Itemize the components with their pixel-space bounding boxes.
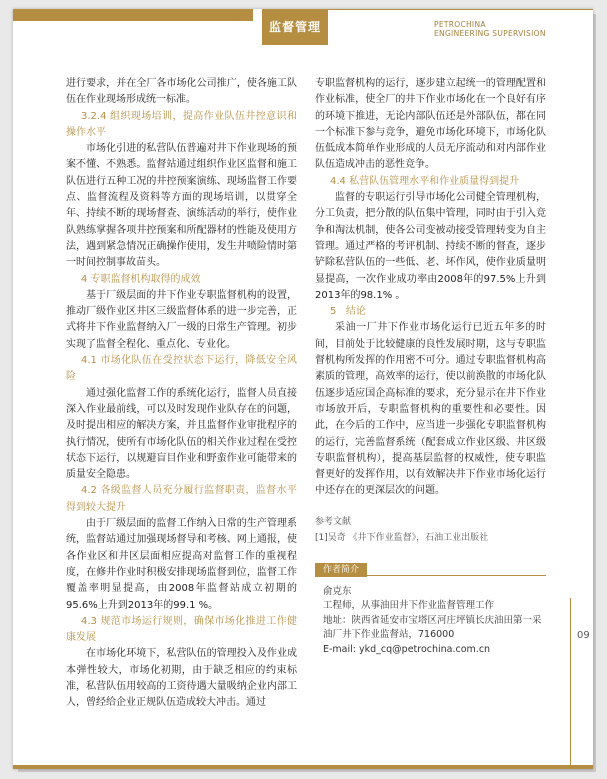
author-info-box xyxy=(315,562,546,657)
footer-gold-band xyxy=(13,765,593,769)
header-gold-band xyxy=(13,9,253,21)
section-heading xyxy=(315,304,546,320)
subsection-heading: 4.2 各级监督人员充分履行监督职责，监督水平得到较大提升 xyxy=(66,485,297,513)
references-title: 参考文献 xyxy=(315,516,352,527)
author-tab: 作者简介 xyxy=(315,563,367,577)
author-address: 地址：陕西省延安市宝塔区河庄坪镇长庆油田第一采油厂井下作业监督站，716000 xyxy=(323,614,542,641)
left-column xyxy=(66,76,297,712)
author-title: 工程师，从事油田井下作业监督管理工作 xyxy=(323,600,495,612)
brand-line2: ENGINEERING SUPERVISION xyxy=(434,29,546,38)
section-number: 5 xyxy=(330,306,337,318)
subsection-heading: 4.3 规范市场运行规则，确保市场化推进工作健康发展 xyxy=(66,615,297,644)
brand-line1: PETROCHINA xyxy=(434,20,486,29)
paragraph: 基于厂级层面的井下作业专职监督机构的设置，推动厂级作业区井区三级监督体系的进一步完善，正式将井下作业监督纳入厂一级的日常生产管理。初步实现了监督全程化、重点化、专业化。 xyxy=(66,289,297,350)
subsection-heading: 4.4 私营队伍管理水平和作业质量得到提升 xyxy=(330,175,520,187)
right-column xyxy=(315,76,546,657)
paragraph: 进行要求，并在全厂各市场化公司推广，使各施工队伍在作业现场形成统一标准。 xyxy=(66,78,297,106)
paragraph: 监督的专职运行引导市场化公司健全管理机构，分工负责，把分散的队伍集中管理，同时由于引入竞争和淘汰机制，使各公司变被动接受管理转变为自主管理。通过严格的考评机制、持续不断的督查，逐步铲除私营队伍的一些低、老、坏作风，使作业质量明显提高，一次作业成功率由2008年的97.5%上升到2013年的98.1% 。 xyxy=(315,192,546,301)
author-rule xyxy=(315,575,546,576)
author-body xyxy=(315,585,546,658)
paragraph: 采油一厂井下作业市场化运行已近五年多的时间，目前处于比较健康的良性发展时期，这与专职监督机构所发挥的作用密不可分。通过专职监督机构高素质的管理，高效率的运行，使以前涣散的市场化队伍逐步适应国企高标准的要求，充分显示在井下作业市场放开后，专职监督机构的重要性和必要性。因此，在今后的工作中，应当进一步强化专职监督机构的运行，完善监督系统（配套成立作业区级、井区级专职监督机构），提高基层监督的权威性，使专职监督更好的发挥作用，以有效解决井下作业市场化运行中还存在的更深层次的问题。 xyxy=(315,322,546,497)
magazine-page xyxy=(13,9,593,769)
header-section-box xyxy=(262,9,328,45)
section-title: 监督管理 xyxy=(268,20,321,34)
reference-item: [1]吴奇 《井下作业监督》，石油工业出版社 xyxy=(315,533,489,544)
paragraph: 市场化引进的私营队伍普遍对井下作业现场的预案不懂、不熟悉。监督站通过组织作业区监督和施工队伍进行五种工况的井控预案演练、现场监督工作要点、监督流程及资料等方面的现场培训，以贯穿全年、持续不断的现场督查、演练活动的举行，使作业队熟练掌握各项井控预案和所配器材的性能及使用方法，遇到紧急情况正确操作使用，发生井喷险情时第一时间控制事故苗头。 xyxy=(66,143,297,269)
page-number: 09 xyxy=(577,630,590,641)
page-shadow-bottom xyxy=(18,769,596,772)
brand-logo-text xyxy=(434,20,593,38)
author-email: E-mail: ykd_cq@petrochina.com.cn xyxy=(323,643,491,655)
subsection-heading: 3.2.4 组织现场培训，提高作业队伍井控意识和操作水平 xyxy=(66,110,297,138)
header-rule xyxy=(328,9,593,10)
paragraph: 通过强化监督工作的系统化运行，监督人员直接深入作业最前线，可以及时发现作业队存在的问题，及时提出相应的解决方案，并且监督作业审批程序的执行情况，使所有市场化队伍的相关作业过程在受控状态下运行，以规避盲目作业和野蛮作业可能带来的质量安全隐患。 xyxy=(66,387,297,481)
page-shadow-right xyxy=(593,14,596,771)
paragraph: 由于厂级层面的监督工作纳入日常的生产管理系统，监督站通过加强现场督导和考核、网上通报，使各作业区和井区层面相应提高对监督工作的重视程度，在修井作业时积极安排现场监督到位，监督工作覆盖率明显提高，由2008年监督站成立初期的95.6%上升到2013年的99.1 %。 xyxy=(66,518,297,611)
paragraph: 在市场化环境下，私营队伍的管理投入及作业成本弹性较大，市场化初期，由于缺乏相应的约束标准，私营队伍用较高的工资待遇大量吸纳企业内部工人，曾经给企业正规队伍造成较大冲击。通过 xyxy=(66,648,297,709)
section-heading: 4 专职监督机构取得的成效 xyxy=(81,273,201,285)
author-name: 俞克东 xyxy=(323,585,352,597)
subsection-heading: 4.1 市场化队伍在受控状态下运行，降低安全风险 xyxy=(66,355,297,383)
section-title-text: 结论 xyxy=(345,306,366,318)
paragraph: 专职监督机构的运行，逐步建立起统一的管理配置和作业标准，使全厂的井下作业市场化在一个良好有序的环境下推进，无论内部队伍还是外部队伍，都在同一个标准下参与竞争，避免市场化环境下，市场化队伍低成本简单作业形成的人员无序流动和对内部作业队伍造成冲击的恶性竞争。 xyxy=(315,78,546,171)
page-number-rule xyxy=(570,598,571,769)
